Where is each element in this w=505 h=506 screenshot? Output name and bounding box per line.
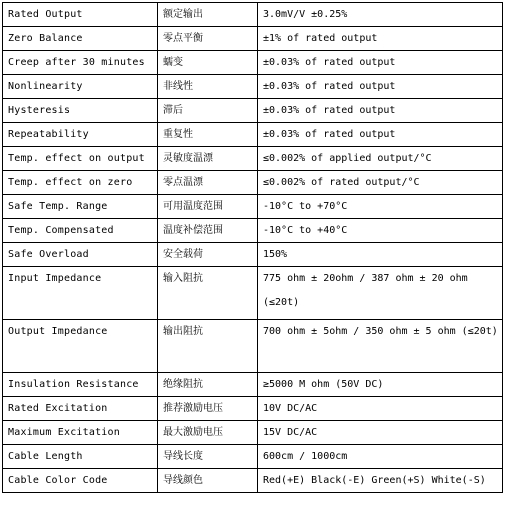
specifications-table [2, 2, 503, 493]
param-name-zh: 滞后 [158, 99, 258, 123]
param-value: ±0.03% of rated output [258, 99, 503, 123]
table-row [3, 469, 503, 493]
param-name-zh: 推荐激励电压 [158, 397, 258, 421]
table-row [3, 219, 503, 243]
param-name-en: Rated Excitation [3, 397, 158, 421]
param-name-zh: 灵敏度温漂 [158, 147, 258, 171]
param-value: 10V DC/AC [258, 397, 503, 421]
param-name-en: Safe Overload [3, 243, 158, 267]
param-value: Red(+E) Black(-E) Green(+S) White(-S) [258, 469, 503, 493]
param-name-en: Safe Temp. Range [3, 195, 158, 219]
param-name-zh: 导线颜色 [158, 469, 258, 493]
param-value: 775 ohm ± 20ohm / 387 ohm ± 20 ohm (≤20t) [258, 267, 503, 320]
param-name-en: Creep after 30 minutes [3, 51, 158, 75]
param-name-zh: 零点平衡 [158, 27, 258, 51]
param-name-en: Input Impedance [3, 267, 158, 320]
param-value: 700 ohm ± 5ohm / 350 ohm ± 5 ohm (≤20t) [258, 320, 503, 373]
param-name-zh: 零点温漂 [158, 171, 258, 195]
param-value: ±0.03% of rated output [258, 75, 503, 99]
param-name-en: Output Impedance [3, 320, 158, 373]
table-row [3, 195, 503, 219]
table-row [3, 147, 503, 171]
param-value: 3.0mV/V ±0.25% [258, 3, 503, 27]
param-value: ±1% of rated output [258, 27, 503, 51]
param-value: ≥5000 M ohm (50V DC) [258, 373, 503, 397]
param-value: 15V DC/AC [258, 421, 503, 445]
param-name-en: Rated Output [3, 3, 158, 27]
param-name-en: Insulation Resistance [3, 373, 158, 397]
param-name-zh: 非线性 [158, 75, 258, 99]
param-name-zh: 输出阻抗 [158, 320, 258, 373]
table-row [3, 27, 503, 51]
param-value: ≤0.002% of applied output/°C [258, 147, 503, 171]
param-value: ≤0.002% of rated output/°C [258, 171, 503, 195]
param-value: -10°C to +70°C [258, 195, 503, 219]
param-name-zh: 导线长度 [158, 445, 258, 469]
param-name-zh: 额定输出 [158, 3, 258, 27]
param-name-en: Hysteresis [3, 99, 158, 123]
param-name-zh: 重复性 [158, 123, 258, 147]
param-name-en: Cable Length [3, 445, 158, 469]
param-value: 150% [258, 243, 503, 267]
param-name-en: Nonlinearity [3, 75, 158, 99]
table-row [3, 75, 503, 99]
param-value: ±0.03% of rated output [258, 51, 503, 75]
table-row [3, 320, 503, 373]
param-name-zh: 输入阻抗 [158, 267, 258, 320]
table-row [3, 373, 503, 397]
table-row [3, 3, 503, 27]
param-name-en: Maximum Excitation [3, 421, 158, 445]
param-value: -10°C to +40°C [258, 219, 503, 243]
param-name-en: Temp. effect on output [3, 147, 158, 171]
param-name-zh: 蠕变 [158, 51, 258, 75]
specifications-table-body [3, 3, 503, 493]
param-name-zh: 安全载荷 [158, 243, 258, 267]
param-name-zh: 可用温度范围 [158, 195, 258, 219]
param-name-en: Temp. effect on zero [3, 171, 158, 195]
param-name-zh: 绝缘阻抗 [158, 373, 258, 397]
param-value: 600cm / 1000cm [258, 445, 503, 469]
table-row [3, 243, 503, 267]
param-name-en: Zero Balance [3, 27, 158, 51]
param-name-zh: 最大激励电压 [158, 421, 258, 445]
table-row [3, 171, 503, 195]
param-name-en: Repeatability [3, 123, 158, 147]
table-row [3, 51, 503, 75]
param-name-en: Cable Color Code [3, 469, 158, 493]
table-row [3, 445, 503, 469]
table-row [3, 123, 503, 147]
table-row [3, 421, 503, 445]
param-name-zh: 温度补偿范围 [158, 219, 258, 243]
table-row [3, 397, 503, 421]
table-row [3, 99, 503, 123]
param-value: ±0.03% of rated output [258, 123, 503, 147]
param-name-en: Temp. Compensated [3, 219, 158, 243]
table-row [3, 267, 503, 320]
